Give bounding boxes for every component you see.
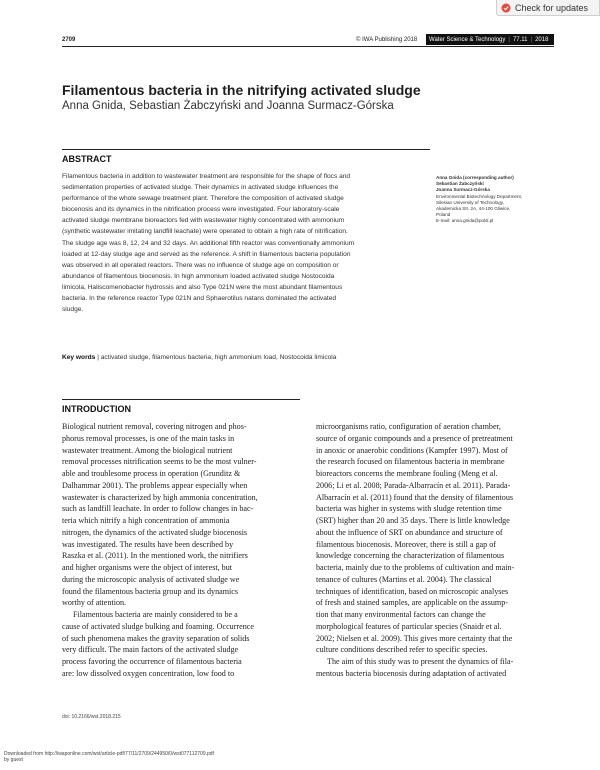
text-line: of fresh and stained samples, are applicable on the assump-	[316, 598, 508, 608]
check-for-updates-badge[interactable]	[496, 0, 600, 16]
keywords-label: Key words	[62, 354, 96, 361]
text-line: microorganisms ratio, configuration of aeration chamber,	[316, 422, 501, 431]
affiliation-line: Poland	[436, 212, 451, 218]
text-line: are: low dissolved oxygen concentration, low food to	[62, 668, 235, 678]
text-line: mentous bacteria biocenosis during adaptation of activated	[316, 668, 507, 678]
text-line: about the influence of SRT on abundance and structure of	[316, 527, 503, 537]
text-line: Biological nutrient removal, covering nitrogen and phos-	[62, 422, 247, 431]
text-line: and higher organisms were the object of interest, but	[62, 563, 232, 572]
article-authors: Anna Gnida, Sebastian Żabczyński and Joanna Surmacz-Górska	[62, 100, 394, 112]
text-line: cause of activated sludge bulking and foaming. Occurrence	[62, 621, 254, 631]
abstract-line: biocenosis and its dynamics in the nitrification process were investigated. Four laboratory-scale	[62, 206, 340, 214]
page-number: 2709	[62, 37, 76, 43]
abstract-body	[62, 171, 430, 315]
text-line: bacteria was higher in systems with sludge retention time	[316, 504, 502, 514]
article-title: Filamentous bacteria in the nitrifying activated sludge	[62, 82, 421, 98]
affiliation-email[interactable]: E-mail: anna.gnida@polsl.pl	[436, 218, 494, 224]
text-line: teria which nitrify a high concentration of ammonia	[62, 516, 230, 525]
text-line: process favoring the occurrence of filamentous bacteria	[62, 657, 242, 666]
affiliation-line: Environmental Biotechnology Department,	[436, 193, 523, 199]
text-line: of such phenomena makes the gravity separation of solids	[62, 633, 250, 643]
text-line: 2006; Li et al. 2008; Parada-Albarracín et al. 2011). Parada-	[316, 480, 511, 490]
journal-year: 2018	[535, 36, 549, 43]
volume-issue: 77.11	[512, 36, 528, 43]
text-line: removal processes nitrification seems to be the most vulner-	[62, 457, 257, 467]
affiliation-line: Sebastian Żabczyński	[436, 181, 484, 187]
text-line: morphological features of particular species (Snaidr et al.	[316, 621, 502, 631]
publisher-copyright: © IWA Publishing 2018	[356, 37, 418, 43]
affiliation-line: Akademicka Str. 2A, 44-100 Gliwice,	[436, 206, 511, 212]
affiliation-line: Silesian University of Technology,	[436, 199, 505, 205]
text-line: The aim of this study was to present the dynamics of fila-	[327, 657, 514, 666]
text-line: knowledge concerning the characterization of filamentous	[316, 551, 505, 561]
abstract-line: abundance of filamentous biocenosis. In high ammonium loaded activated sludge Nostocoida	[62, 272, 335, 280]
text-line: techniques of identification, based on microscopic analyses	[316, 586, 509, 596]
intro-left-column	[62, 421, 300, 680]
separator: |	[508, 36, 510, 43]
text-line: culture conditions described refer to specific species.	[316, 645, 488, 655]
header-rule	[62, 46, 554, 47]
abstract-line: Filamentous bacteria in addition to wastewater treatment are responsible for the shape of flocs and	[62, 173, 351, 180]
download-footer	[4, 751, 214, 763]
abstract-line: sedimentation properties of activated sludge. Their dynamics in activated sludge influences the	[62, 184, 339, 192]
keywords-separator: |	[97, 354, 101, 361]
text-line: found the filamentous bacteria group and its dynamics	[62, 586, 238, 596]
intro-right-column	[316, 421, 554, 680]
text-line: bacteria, mainly due to the problems of cultivation and main-	[316, 563, 515, 572]
text-line: in anoxic or anaerobic conditions (Kampfer 1997). Most of	[316, 445, 508, 455]
affiliation-line: Joanna Surmacz-Górska	[436, 187, 490, 193]
text-line: source of organic compounds and a presence of pretreatment	[316, 433, 513, 443]
text-line: able and troublesome process in operation (Grunditz &	[62, 469, 241, 478]
abstract-line: loaded at 12-day sludge age and served as the reference. A shift in filamentous bacteria population	[62, 250, 351, 258]
text-line: tenance of cultures (Martins et al. 2004). The classical	[316, 574, 492, 584]
affiliation-line: Anna Gnida (corresponding author)	[436, 175, 514, 180]
text-line: filamentous biocenosis. Moreover, there is still a gap of	[316, 539, 496, 549]
doi[interactable]: doi: 10.2166/wst.2018.215	[62, 714, 121, 720]
text-line: was investigated. The results have been described by	[62, 539, 234, 549]
abstract-rule	[62, 149, 430, 150]
check-for-updates-icon	[501, 3, 511, 13]
text-line: wastewater treatment. Among the biological nutrient	[62, 445, 233, 455]
text-line: Albarracín et al. (2011) found that the density of filamentous	[316, 492, 514, 502]
text-line: the research focused on filamentous bacteria in membrane	[316, 457, 505, 467]
affiliation	[436, 175, 566, 225]
abstract-line: was observed in all operated reactors. There was no influence of sludge age on composition or	[62, 261, 339, 269]
text-line: during the microscopic analysis of activated sludge we	[62, 574, 240, 584]
text-line: wastewater is characterized by high ammonia concentration,	[62, 492, 258, 502]
abstract-line: (synthetic wastewater imitating landfill leachate) were operated to obtain a high rate of nitrification.	[62, 228, 348, 236]
abstract-line: bacteria. In the reference reactor Type 021N and Sphaerotilus natans dominated the activated	[62, 295, 337, 303]
introduction-heading: INTRODUCTION	[62, 404, 131, 414]
keywords-list: activated sludge, filamentous bacteria, high ammonium load, Nostocoida limicola	[100, 354, 337, 361]
text-line: very difficult. The main factors of the activated sludge	[62, 645, 239, 655]
download-guest: by guest	[4, 757, 23, 764]
journal-bar	[426, 34, 554, 45]
text-line: phorus removal processes, is one of the main tasks in	[62, 433, 235, 443]
abstract-line: performance of the whole sewage treatment plant. Therefore the composition of activated sludge	[62, 195, 344, 203]
text-line: tion that many environmental factors can change the	[316, 610, 486, 619]
text-line: worthy of attention.	[62, 598, 127, 608]
abstract-line: sludge.	[62, 306, 84, 314]
abstract-heading: ABSTRACT	[62, 154, 112, 164]
text-line: bioreactors concerns the membrane fouling (Meng et al.	[316, 469, 498, 478]
text-line: such as landfill leachate. In order to follow changes in bac-	[62, 504, 254, 514]
abstract-line: limicola, Haliscomenobacter hydrossis and also Type 021N were the most abundant filamentous	[62, 283, 343, 291]
text-line: Dalhammar 2001). The problems appear especially when	[62, 480, 248, 490]
separator: |	[530, 36, 533, 43]
text-line: Raszka et al. (2011). In the mentioned work, the nitrifiers	[62, 551, 248, 561]
text-line: nitrogen, the dynamics of the activated sludge biocenosis	[62, 527, 248, 537]
journal-name: Water Science & Technology	[429, 36, 506, 43]
abstract-line: The sludge age was 8, 12, 24 and 32 days. An additional fifth reactor was conventionally ammonium	[62, 239, 355, 247]
check-for-updates-label: Check for updates	[515, 2, 589, 13]
abstract-line: activated sludge membrane bioreactors fed with wastewater highly concentrated with ammonium	[62, 217, 345, 225]
keywords	[62, 354, 442, 361]
text-line: (SRT) higher than 20 and 35 days. There is little knowledge	[316, 516, 510, 525]
text-line: 2002; Nielsen et al. 2009). This gives more certainty that the	[316, 633, 513, 643]
introduction-rule	[62, 399, 300, 400]
download-url[interactable]: Downloaded from http://iwaponline.com/wst/article-pdf/77/11/2709/244950/0/wst077112709.pdf	[4, 751, 214, 757]
text-line: Filamentous bacteria are mainly considered to be a	[73, 610, 238, 619]
